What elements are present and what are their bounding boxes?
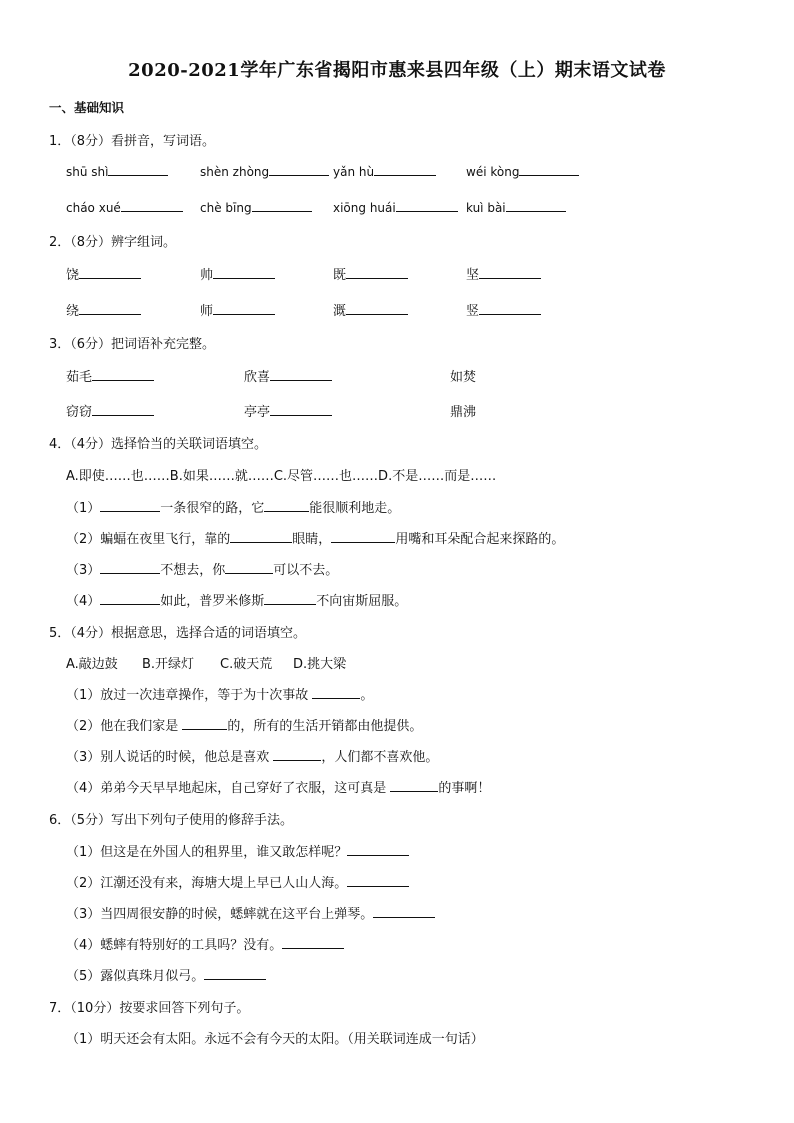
- answer-blank[interactable]: [373, 905, 435, 918]
- idiom-item: 鼎沸: [450, 405, 477, 420]
- answer-blank[interactable]: [100, 499, 160, 512]
- answer-blank[interactable]: [213, 266, 275, 279]
- sentence-item: （1）但这是在外国人的租界里，谁又敢怎样呢？: [66, 841, 409, 860]
- answer-blank[interactable]: [79, 302, 141, 315]
- pinyin-item: kuì bài: [466, 199, 566, 215]
- answer-blank[interactable]: [396, 199, 458, 212]
- answer-blank[interactable]: [204, 967, 266, 980]
- question-7-header: 7．（10分）按要求回答下列句子。: [49, 1001, 250, 1016]
- sentence-item: （5）露似真珠月似弓。: [66, 965, 266, 984]
- sentence-item: （1）放过一次违章操作，等于为十次事故 。: [66, 688, 374, 703]
- idiom-item: 欣喜: [244, 366, 332, 385]
- option-d: D.挑大梁: [293, 657, 347, 672]
- sentence-item: （3）别人说话的时候，他总是喜欢 ，人们都不喜欢他。: [66, 750, 439, 765]
- idiom-item: 亭亭: [244, 401, 332, 420]
- char-item: 竖: [466, 300, 541, 319]
- answer-blank[interactable]: [100, 561, 160, 574]
- option-c: C.破天荒: [220, 657, 273, 672]
- char-item: 绕: [66, 300, 141, 319]
- answer-blank[interactable]: [346, 302, 408, 315]
- answer-blank[interactable]: [347, 874, 409, 887]
- char-item: 师: [200, 300, 275, 319]
- sentence-item: （1） 一条很窄的路，它 能很顺利地走。: [66, 501, 401, 516]
- sentence-item: （4）蟋蟀有特别好的工具吗？没有。: [66, 934, 344, 953]
- sentence-item: （3） 不想去，你 可以不去。: [66, 563, 339, 578]
- option-a: A.敲边鼓: [66, 657, 118, 672]
- idiom-item: 茹毛: [66, 366, 154, 385]
- char-item: 饶: [66, 264, 141, 283]
- answer-blank[interactable]: [312, 686, 360, 699]
- idiom-item: 窃窃: [66, 401, 154, 420]
- question-4-header: 4．（4分）选择恰当的关联词语填空。: [49, 437, 268, 452]
- char-item: 溉: [333, 300, 408, 319]
- answer-blank[interactable]: [479, 266, 541, 279]
- sentence-item: （1）明天还会有太阳。永远不会有今天的太阳。（用关联词连成一句话）: [66, 1032, 484, 1047]
- answer-blank[interactable]: [347, 843, 409, 856]
- pinyin-item: wéi kòng: [466, 163, 579, 179]
- answer-blank[interactable]: [519, 163, 579, 176]
- question-1-header: 1．（8分）看拼音，写词语。: [49, 134, 216, 149]
- answer-blank[interactable]: [92, 403, 154, 416]
- answer-blank[interactable]: [92, 368, 154, 381]
- page-title: 2020-2021学年广东省揭阳市惠来县四年级（上）期末语文试卷: [128, 60, 666, 81]
- pinyin-item: cháo xué: [66, 199, 183, 215]
- answer-blank[interactable]: [346, 266, 408, 279]
- answer-blank[interactable]: [374, 163, 436, 176]
- answer-blank[interactable]: [121, 199, 183, 212]
- sentence-item: （3）当四周很安静的时候，蟋蟀就在这平台上弹琴。: [66, 903, 435, 922]
- pinyin-item: chè bīng: [200, 199, 312, 215]
- answer-blank[interactable]: [270, 403, 332, 416]
- answer-blank[interactable]: [230, 530, 292, 543]
- char-item: 帅: [200, 264, 275, 283]
- answer-blank[interactable]: [182, 717, 227, 730]
- answer-blank[interactable]: [79, 266, 141, 279]
- section-heading: 一、基础知识: [49, 100, 125, 115]
- sentence-item: （4） 如此，普罗米修斯 不向宙斯屈服。: [66, 594, 408, 609]
- question-3-header: 3．（6分）把词语补充完整。: [49, 337, 216, 352]
- pinyin-item: shū shì: [66, 163, 168, 179]
- answer-blank[interactable]: [390, 779, 438, 792]
- sentence-item: （2）江潮还没有来，海塘大堤上早已人山人海。: [66, 872, 409, 891]
- pinyin-item: xiōng huái: [333, 199, 458, 215]
- pinyin-item: shèn zhòng: [200, 163, 329, 179]
- question-2-header: 2．（8分）辨字组词。: [49, 235, 177, 250]
- answer-blank[interactable]: [331, 530, 395, 543]
- answer-blank[interactable]: [100, 592, 160, 605]
- answer-blank[interactable]: [264, 592, 316, 605]
- char-item: 既: [333, 264, 408, 283]
- idiom-item: 如焚: [450, 370, 477, 385]
- options-line: A.即使……也……B.如果……就……C.尽管……也……D.不是……而是……: [66, 469, 497, 484]
- answer-blank[interactable]: [108, 163, 168, 176]
- answer-blank[interactable]: [269, 163, 329, 176]
- sentence-item: （2）他在我们家是 的，所有的生活开销都由他提供。: [66, 719, 423, 734]
- sentence-item: （4）弟弟今天早早地起床，自己穿好了衣服，这可真是 的事啊！: [66, 781, 491, 796]
- answer-blank[interactable]: [506, 199, 566, 212]
- answer-blank[interactable]: [264, 499, 309, 512]
- char-item: 坚: [466, 264, 541, 283]
- sentence-item: （2）蝙蝠在夜里飞行，靠的 眼睛， 用嘴和耳朵配合起来探路的。: [66, 532, 565, 547]
- answer-blank[interactable]: [213, 302, 275, 315]
- question-6-header: 6．（5分）写出下列句子使用的修辞手法。: [49, 813, 294, 828]
- option-b: B.开绿灯: [142, 657, 195, 672]
- answer-blank[interactable]: [282, 936, 344, 949]
- answer-blank[interactable]: [225, 561, 273, 574]
- answer-blank[interactable]: [273, 748, 321, 761]
- answer-blank[interactable]: [270, 368, 332, 381]
- answer-blank[interactable]: [479, 302, 541, 315]
- question-5-header: 5．（4分）根据意思，选择合适的词语填空。: [49, 626, 307, 641]
- pinyin-item: yǎn hù: [333, 163, 436, 179]
- answer-blank[interactable]: [252, 199, 312, 212]
